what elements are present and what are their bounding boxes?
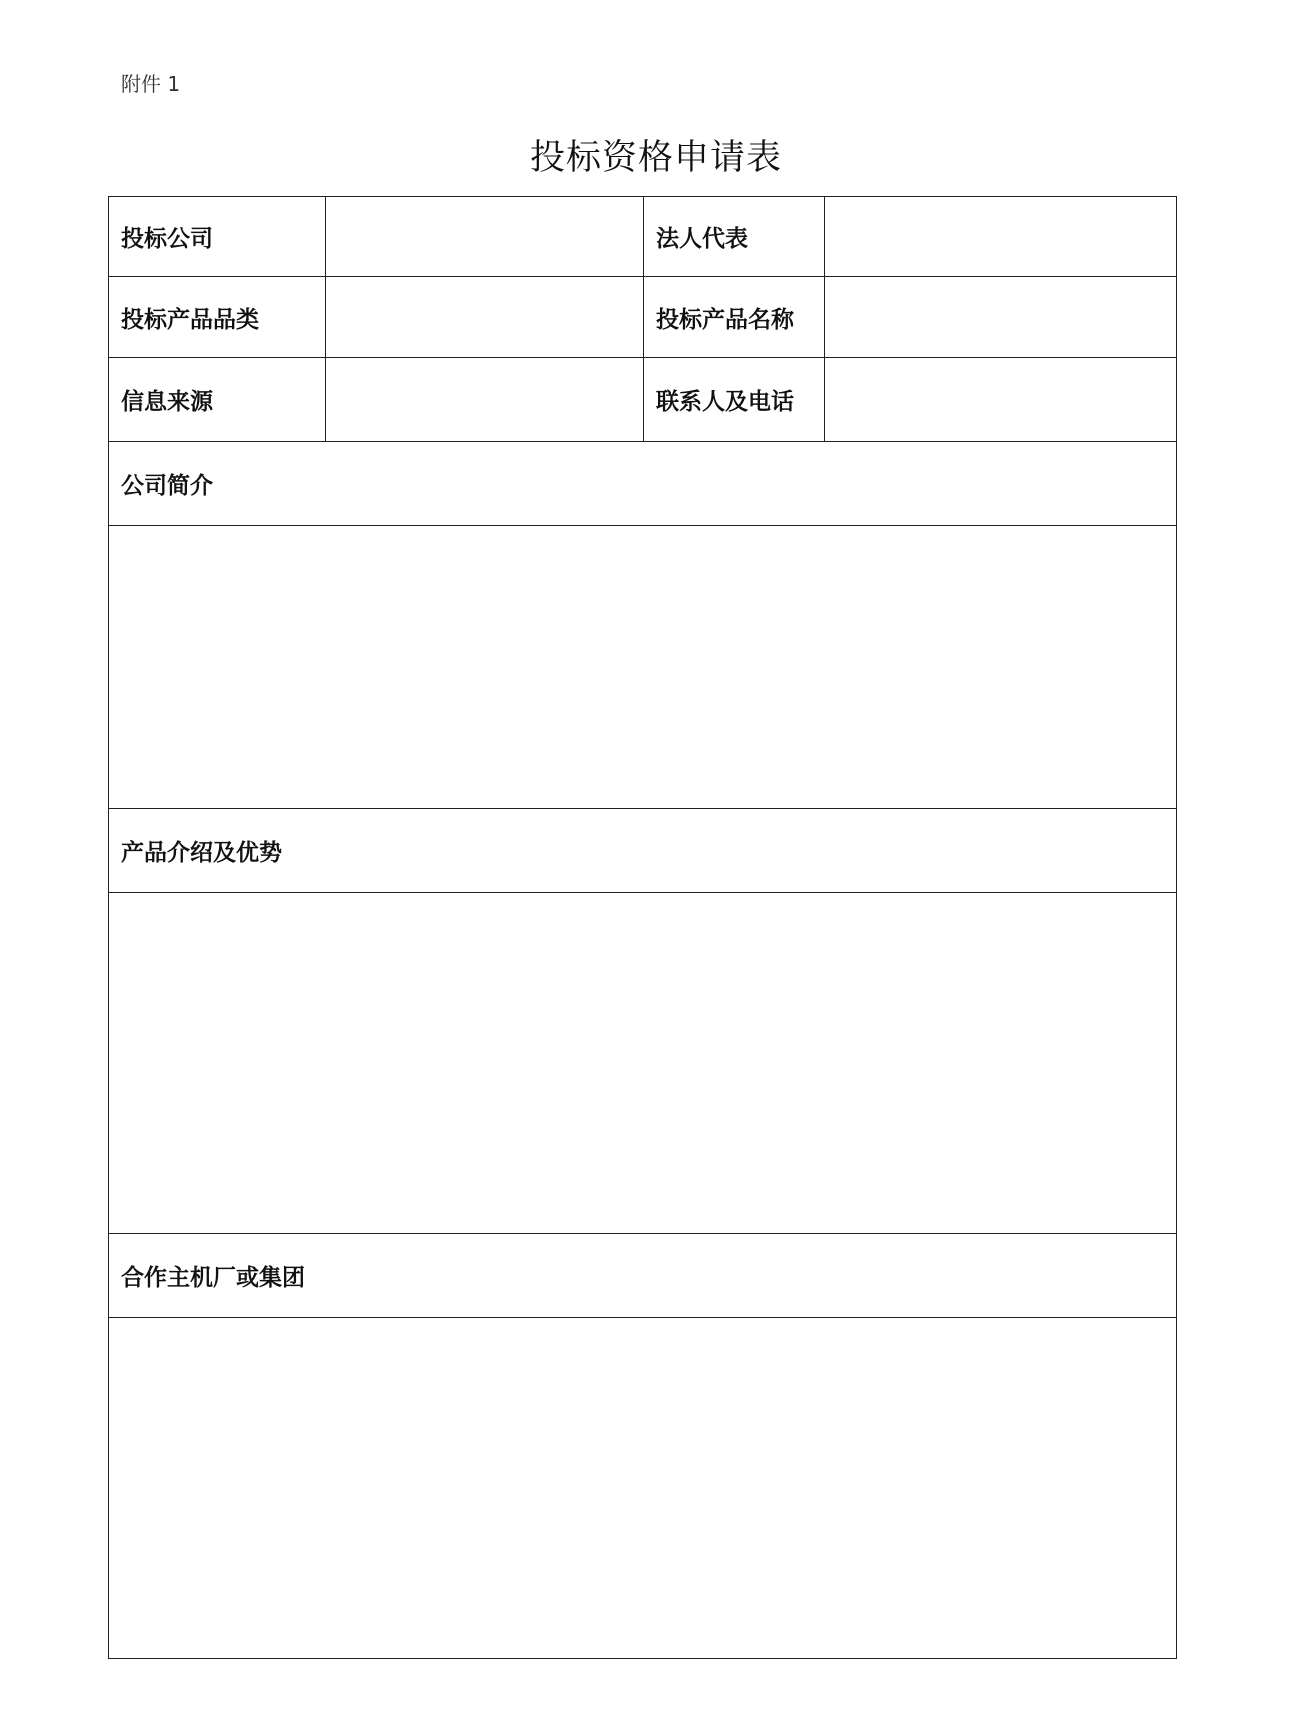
product-category-label: 投标产品品类 (109, 277, 326, 358)
legal-representative-label: 法人代表 (644, 197, 825, 277)
form-row-source (109, 358, 1177, 442)
form-row-company (109, 197, 1177, 277)
company-intro-label: 公司简介 (109, 442, 1177, 526)
contact-label: 联系人及电话 (644, 358, 825, 442)
form-row-partners-body (109, 1318, 1177, 1659)
bidding-company-label: 投标公司 (109, 197, 326, 277)
product-intro-field[interactable] (109, 893, 1177, 1234)
product-category-field[interactable] (326, 277, 644, 358)
company-intro-field[interactable] (109, 526, 1177, 809)
form-row-product-intro-body (109, 893, 1177, 1234)
form-row-partners-header (109, 1234, 1177, 1318)
partners-field[interactable] (109, 1318, 1177, 1659)
partners-label: 合作主机厂或集团 (109, 1234, 1177, 1318)
form-row-product-intro-header (109, 809, 1177, 893)
product-name-label: 投标产品名称 (644, 277, 825, 358)
page-title: 投标资格申请表 (529, 138, 782, 178)
contact-field[interactable] (825, 358, 1177, 442)
bidding-company-field[interactable] (326, 197, 644, 277)
info-source-label: 信息来源 (109, 358, 326, 442)
product-intro-label: 产品介绍及优势 (109, 809, 1177, 893)
form-row-company-intro-header (109, 442, 1177, 526)
info-source-field[interactable] (326, 358, 644, 442)
attachment-label: 附件 1 (121, 72, 181, 96)
form-row-product (109, 277, 1177, 358)
form-row-company-intro-body (109, 526, 1177, 809)
legal-representative-field[interactable] (825, 197, 1177, 277)
product-name-field[interactable] (825, 277, 1177, 358)
application-form-table (108, 196, 1177, 1659)
